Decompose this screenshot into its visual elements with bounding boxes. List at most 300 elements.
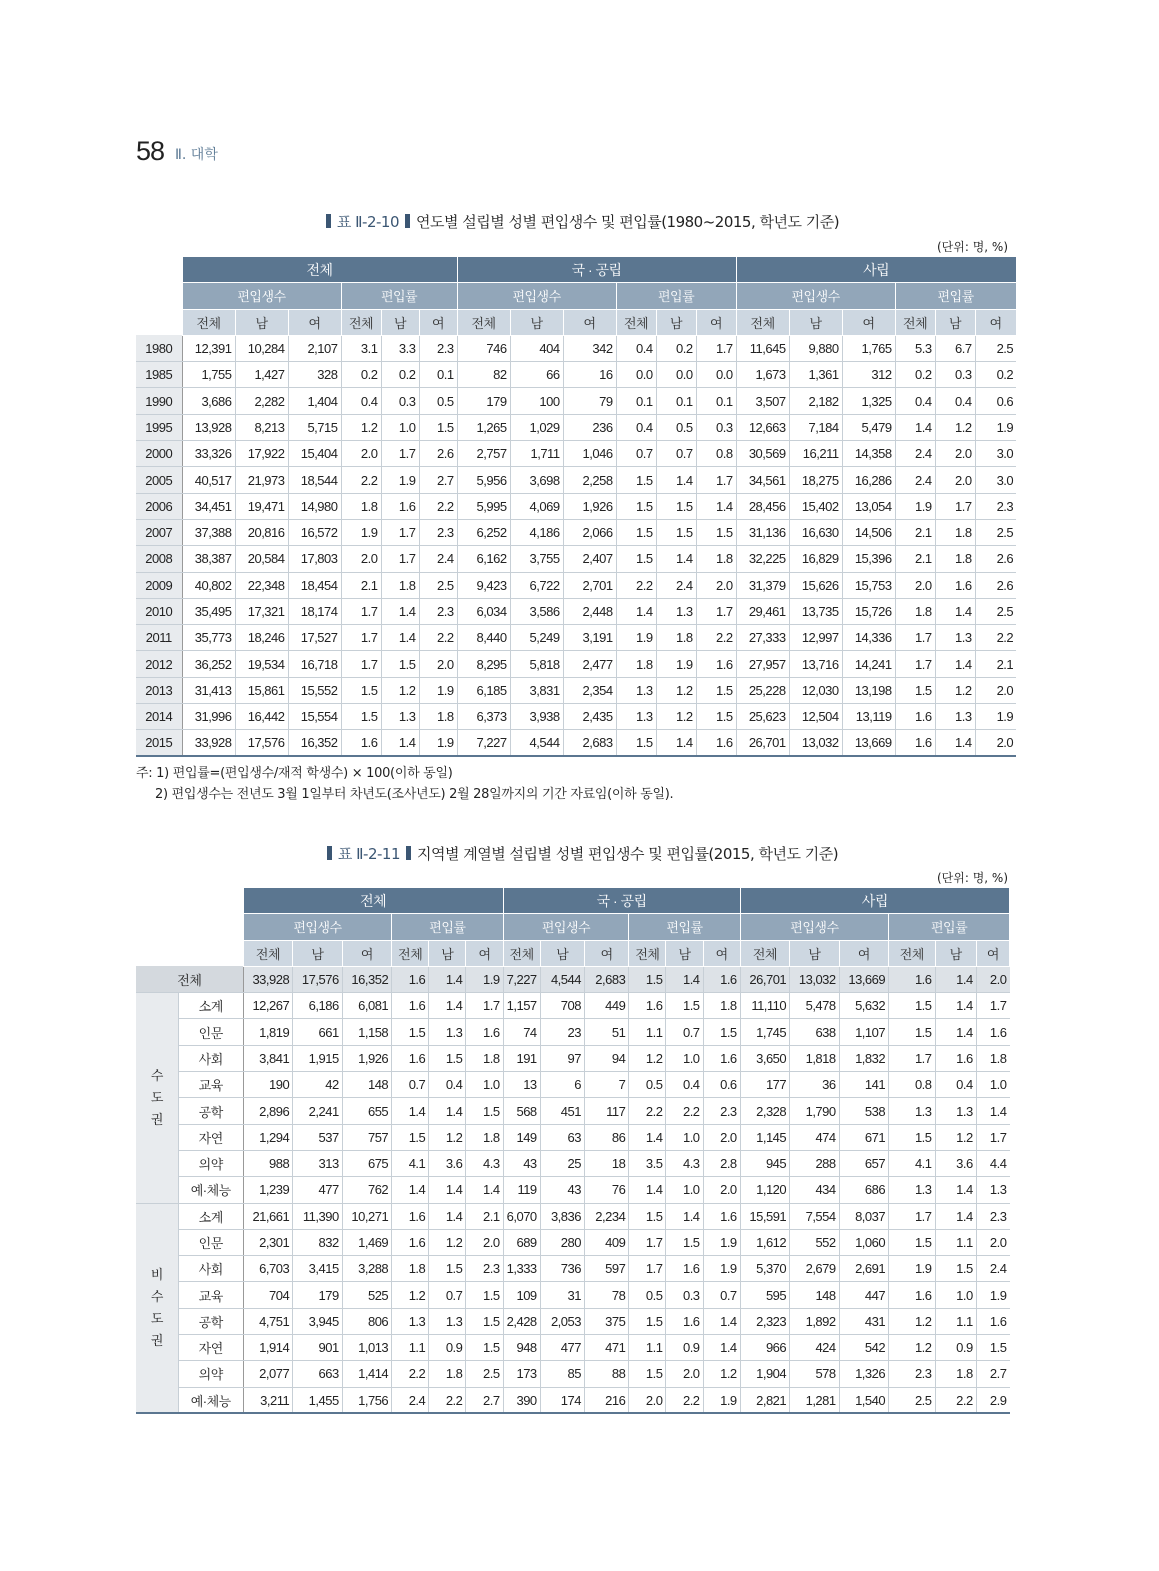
table-cell: 1.5 bbox=[629, 1308, 666, 1334]
table-cell: 1.9 bbox=[895, 493, 935, 519]
table-cell: 1.5 bbox=[629, 1361, 666, 1387]
table-cell: 655 bbox=[342, 1098, 391, 1124]
table-cell: 6,373 bbox=[457, 704, 510, 730]
table-cell: 1.7 bbox=[935, 493, 975, 519]
header-col: 전체 bbox=[895, 309, 935, 335]
table-cell: 1.4 bbox=[696, 493, 736, 519]
table-cell: 1.4 bbox=[656, 467, 696, 493]
row-label: 2007 bbox=[136, 519, 182, 545]
table-cell: 4.1 bbox=[889, 1150, 935, 1176]
row-label: 교육 bbox=[178, 1072, 243, 1098]
table-cell: 568 bbox=[503, 1098, 540, 1124]
table-cell: 2,428 bbox=[503, 1308, 540, 1334]
header-group: 국 · 공립 bbox=[503, 888, 740, 914]
table-cell: 2,282 bbox=[235, 388, 288, 414]
table-cell: 29,461 bbox=[736, 598, 789, 624]
table-cell: 537 bbox=[293, 1124, 342, 1150]
table-cell: 27,957 bbox=[736, 651, 789, 677]
table-cell: 6 bbox=[540, 1072, 584, 1098]
row-label: 2011 bbox=[136, 625, 182, 651]
table-cell: 1.7 bbox=[629, 1256, 666, 1282]
table-cell: 1.6 bbox=[392, 1045, 429, 1071]
table-cell: 2.5 bbox=[975, 519, 1016, 545]
table-cell: 1,540 bbox=[839, 1387, 888, 1413]
table-cell: 578 bbox=[790, 1361, 839, 1387]
table-row bbox=[136, 1229, 1010, 1255]
table-cell: 2.0 bbox=[341, 441, 381, 467]
table-cell: 686 bbox=[839, 1177, 888, 1203]
table-cell: 1,612 bbox=[740, 1229, 789, 1255]
table-cell: 1.6 bbox=[666, 1308, 703, 1334]
region-label bbox=[136, 993, 178, 1203]
table-row bbox=[136, 598, 1016, 624]
table-cell: 2,354 bbox=[563, 677, 616, 703]
table-cell: 1.4 bbox=[629, 1124, 666, 1150]
table-cell: 10,271 bbox=[342, 1203, 391, 1229]
table-cell: 1.2 bbox=[935, 414, 975, 440]
table-cell: 1.7 bbox=[341, 625, 381, 651]
table-cell: 82 bbox=[457, 362, 510, 388]
header-sub: 편입률 bbox=[341, 283, 457, 309]
table-cell: 1.3 bbox=[935, 704, 975, 730]
table-cell: 2.7 bbox=[419, 467, 457, 493]
table-cell: 2.2 bbox=[696, 625, 736, 651]
table-cell: 13,669 bbox=[842, 730, 895, 756]
table-cell: 16,572 bbox=[288, 519, 341, 545]
table-cell: 2,435 bbox=[563, 704, 616, 730]
table-cell: 2.3 bbox=[419, 519, 457, 545]
table-cell: 1.6 bbox=[392, 1229, 429, 1255]
table-cell: 477 bbox=[540, 1335, 584, 1361]
table-cell: 15,552 bbox=[288, 677, 341, 703]
table-cell: 119 bbox=[503, 1177, 540, 1203]
table-cell: 0.7 bbox=[392, 1072, 429, 1098]
table-cell: 1.5 bbox=[889, 1229, 935, 1255]
table-cell: 37,388 bbox=[182, 519, 235, 545]
header-sub: 편입률 bbox=[616, 283, 736, 309]
table-cell: 2.1 bbox=[466, 1203, 503, 1229]
table-cell: 2.6 bbox=[975, 546, 1016, 572]
table-cell: 2.1 bbox=[895, 519, 935, 545]
header-col: 남 bbox=[235, 309, 288, 335]
header-col: 여 bbox=[976, 940, 1009, 966]
table-row bbox=[136, 1203, 1010, 1229]
table-cell: 86 bbox=[585, 1124, 629, 1150]
table-cell: 2.0 bbox=[976, 1229, 1009, 1255]
table-cell: 1.0 bbox=[666, 1124, 703, 1150]
table-cell: 4,069 bbox=[510, 493, 563, 519]
table1-note-1: 주: 1) 편입률=(편입생수/재적 학생수) × 100(이하 동일) bbox=[136, 766, 453, 781]
table-cell: 1.7 bbox=[889, 1203, 935, 1229]
row-label: 1985 bbox=[136, 362, 182, 388]
header-col: 남 bbox=[510, 309, 563, 335]
table-cell: 1.7 bbox=[341, 651, 381, 677]
header-group: 전체 bbox=[182, 257, 457, 283]
table-cell: 13,054 bbox=[842, 493, 895, 519]
header-group: 국 · 공립 bbox=[457, 257, 736, 283]
table-cell: 141 bbox=[839, 1072, 888, 1098]
table-cell: 1.9 bbox=[656, 651, 696, 677]
table-cell: 1.6 bbox=[466, 1019, 503, 1045]
table-cell: 23 bbox=[540, 1019, 584, 1045]
table-cell: 15,404 bbox=[288, 441, 341, 467]
table-row bbox=[136, 1150, 1010, 1176]
table-cell: 1.6 bbox=[703, 1045, 740, 1071]
table-cell: 3.0 bbox=[975, 467, 1016, 493]
table1-note-2: 2) 편입생수는 전년도 3월 1일부터 차년도(조사년도) 2월 28일까지의 기간 자료임(이하 동일). bbox=[155, 787, 674, 802]
table-cell: 7,184 bbox=[789, 414, 842, 440]
table-cell: 2.0 bbox=[935, 467, 975, 493]
table-cell: 1.2 bbox=[381, 677, 419, 703]
table-cell: 0.2 bbox=[975, 362, 1016, 388]
table-cell: 288 bbox=[790, 1150, 839, 1176]
table-cell: 0.7 bbox=[616, 441, 656, 467]
table-cell: 9,423 bbox=[457, 572, 510, 598]
table-cell: 15,554 bbox=[288, 704, 341, 730]
table-cell: 2.6 bbox=[419, 441, 457, 467]
table-cell: 2.0 bbox=[975, 730, 1016, 756]
table-cell: 1.3 bbox=[889, 1177, 935, 1203]
table-cell: 1,819 bbox=[243, 1019, 292, 1045]
row-label: 2008 bbox=[136, 546, 182, 572]
table-row bbox=[136, 651, 1016, 677]
row-label: 2014 bbox=[136, 704, 182, 730]
table-row bbox=[136, 493, 1016, 519]
table-cell: 3.6 bbox=[935, 1150, 976, 1176]
table-cell: 2.0 bbox=[466, 1229, 503, 1255]
table-cell: 1.4 bbox=[392, 1177, 429, 1203]
table-cell: 1,107 bbox=[839, 1019, 888, 1045]
table-cell: 5,995 bbox=[457, 493, 510, 519]
table-cell: 0.5 bbox=[656, 414, 696, 440]
table-cell: 342 bbox=[563, 335, 616, 361]
table-cell: 2.6 bbox=[975, 572, 1016, 598]
row-label: 2013 bbox=[136, 677, 182, 703]
table-cell: 1.2 bbox=[889, 1335, 935, 1361]
table-cell: 1.4 bbox=[935, 598, 975, 624]
table-cell: 1,325 bbox=[842, 388, 895, 414]
table-cell: 552 bbox=[790, 1229, 839, 1255]
table-cell: 1.3 bbox=[935, 1098, 976, 1124]
table-cell: 390 bbox=[503, 1387, 540, 1413]
table-cell: 18,246 bbox=[235, 625, 288, 651]
table-cell: 2.3 bbox=[703, 1098, 740, 1124]
table-cell: 1.1 bbox=[392, 1335, 429, 1361]
header-row-cols bbox=[136, 940, 1010, 966]
table-cell: 945 bbox=[740, 1150, 789, 1176]
table-cell: 1.5 bbox=[666, 1229, 703, 1255]
table-cell: 88 bbox=[585, 1361, 629, 1387]
table-cell: 0.6 bbox=[703, 1072, 740, 1098]
header-sub: 편입생수 bbox=[457, 283, 616, 309]
table-cell: 2.2 bbox=[419, 493, 457, 519]
header-col: 남 bbox=[293, 940, 342, 966]
header-col: 남 bbox=[381, 309, 419, 335]
table-cell: 5,479 bbox=[842, 414, 895, 440]
table-cell: 18 bbox=[585, 1150, 629, 1176]
table-cell: 1.5 bbox=[429, 1045, 466, 1071]
header-sub: 편입생수 bbox=[736, 283, 895, 309]
table-cell: 1.5 bbox=[696, 704, 736, 730]
table-cell: 15,626 bbox=[789, 572, 842, 598]
table-cell: 1.3 bbox=[429, 1308, 466, 1334]
table-cell: 35,773 bbox=[182, 625, 235, 651]
table-cell: 0.5 bbox=[629, 1072, 666, 1098]
table-cell: 1,404 bbox=[288, 388, 341, 414]
table-cell: 4,186 bbox=[510, 519, 563, 545]
table-cell: 4.1 bbox=[392, 1150, 429, 1176]
table-cell: 1.4 bbox=[703, 1308, 740, 1334]
table-cell: 1,013 bbox=[342, 1335, 391, 1361]
table-cell: 434 bbox=[790, 1177, 839, 1203]
table-cell: 3,841 bbox=[243, 1045, 292, 1071]
table-cell: 0.4 bbox=[616, 335, 656, 361]
table-cell: 0.4 bbox=[895, 388, 935, 414]
table-cell: 2.7 bbox=[466, 1387, 503, 1413]
table-cell: 5,632 bbox=[839, 993, 888, 1019]
table-cell: 1.1 bbox=[935, 1229, 976, 1255]
table-cell: 11,390 bbox=[293, 1203, 342, 1229]
header-row-groups bbox=[136, 888, 1010, 914]
table-cell: 1.8 bbox=[703, 993, 740, 1019]
table-cell: 0.4 bbox=[616, 414, 656, 440]
table-cell: 31,136 bbox=[736, 519, 789, 545]
region-char: 도 bbox=[150, 1089, 163, 1105]
table-cell: 1.8 bbox=[466, 1045, 503, 1071]
table-cell: 1,029 bbox=[510, 414, 563, 440]
table-cell: 1.8 bbox=[976, 1045, 1009, 1071]
table-cell: 2.8 bbox=[703, 1150, 740, 1176]
table-cell: 375 bbox=[585, 1308, 629, 1334]
table-cell: 2.5 bbox=[466, 1361, 503, 1387]
header-group: 전체 bbox=[243, 888, 503, 914]
table-cell: 1,060 bbox=[839, 1229, 888, 1255]
table-cell: 2.2 bbox=[341, 467, 381, 493]
table-cell: 2.3 bbox=[889, 1361, 935, 1387]
table-cell: 1,469 bbox=[342, 1229, 391, 1255]
table1-title: 연도별 설립별 성별 편입생수 및 편입률(1980~2015, 학년도 기준) bbox=[416, 213, 840, 231]
header-col: 남 bbox=[789, 309, 842, 335]
header-col: 전체 bbox=[616, 309, 656, 335]
table-cell: 2,683 bbox=[585, 966, 629, 992]
table-cell: 179 bbox=[293, 1282, 342, 1308]
table-cell: 1.4 bbox=[392, 1098, 429, 1124]
table-cell: 0.7 bbox=[429, 1282, 466, 1308]
table-cell: 14,241 bbox=[842, 651, 895, 677]
table-cell: 16,211 bbox=[789, 441, 842, 467]
table-cell: 3,288 bbox=[342, 1256, 391, 1282]
table-cell: 1.6 bbox=[696, 651, 736, 677]
table-cell: 1.7 bbox=[381, 546, 419, 572]
header-col: 전체 bbox=[736, 309, 789, 335]
table-cell: 762 bbox=[342, 1177, 391, 1203]
table-cell: 0.3 bbox=[696, 414, 736, 440]
header-col: 전체 bbox=[243, 940, 292, 966]
table-cell: 1,926 bbox=[563, 493, 616, 519]
caption-bar-icon bbox=[406, 846, 411, 860]
table-cell: 5.3 bbox=[895, 335, 935, 361]
header-col: 여 bbox=[975, 309, 1016, 335]
table-cell: 1.2 bbox=[889, 1308, 935, 1334]
table-cell: 1.6 bbox=[381, 493, 419, 519]
table-cell: 1,333 bbox=[503, 1256, 540, 1282]
table-cell: 0.2 bbox=[381, 362, 419, 388]
row-label: 예·체능 bbox=[178, 1177, 243, 1203]
table-row bbox=[136, 1282, 1010, 1308]
table-cell: 148 bbox=[342, 1072, 391, 1098]
table-cell: 1.0 bbox=[976, 1072, 1009, 1098]
table-cell: 663 bbox=[293, 1361, 342, 1387]
table-row bbox=[136, 625, 1016, 651]
table-cell: 0.7 bbox=[666, 1019, 703, 1045]
table-cell: 14,506 bbox=[842, 519, 895, 545]
table-cell: 0.4 bbox=[429, 1072, 466, 1098]
table-cell: 0.5 bbox=[419, 388, 457, 414]
header-row-cols bbox=[136, 309, 1016, 335]
table1 bbox=[136, 256, 1017, 757]
table-cell: 216 bbox=[585, 1387, 629, 1413]
table-cell: 31,996 bbox=[182, 704, 235, 730]
table-cell: 1.5 bbox=[895, 677, 935, 703]
table-cell: 1.4 bbox=[429, 993, 466, 1019]
section-title: Ⅱ. 대학 bbox=[175, 147, 218, 163]
table-cell: 1.7 bbox=[381, 519, 419, 545]
table-cell: 2.0 bbox=[666, 1361, 703, 1387]
table-cell: 280 bbox=[540, 1229, 584, 1255]
table-cell: 1.0 bbox=[381, 414, 419, 440]
region-char: 권 bbox=[150, 1111, 163, 1127]
table-cell: 1.5 bbox=[889, 1019, 935, 1045]
table-cell: 477 bbox=[293, 1177, 342, 1203]
table-cell: 1.5 bbox=[696, 519, 736, 545]
table-row bbox=[136, 467, 1016, 493]
table-cell: 190 bbox=[243, 1072, 292, 1098]
table-cell: 1.5 bbox=[466, 1098, 503, 1124]
table-cell: 4.4 bbox=[976, 1150, 1009, 1176]
table-cell: 597 bbox=[585, 1256, 629, 1282]
table-cell: 79 bbox=[563, 388, 616, 414]
header-col: 전체 bbox=[457, 309, 510, 335]
table-cell: 31,379 bbox=[736, 572, 789, 598]
table-cell: 3,650 bbox=[740, 1045, 789, 1071]
table-cell: 1.4 bbox=[703, 1335, 740, 1361]
table-cell: 3.0 bbox=[975, 441, 1016, 467]
region-label bbox=[136, 1203, 178, 1413]
table-cell: 2.0 bbox=[341, 546, 381, 572]
table1-code: 표 Ⅱ-2-10 bbox=[336, 213, 400, 231]
region-char: 수 bbox=[150, 1067, 163, 1083]
table-cell: 20,816 bbox=[235, 519, 288, 545]
caption-bar-icon bbox=[326, 214, 331, 228]
table-cell: 1.9 bbox=[975, 704, 1016, 730]
header-col: 남 bbox=[935, 309, 975, 335]
header-row-sub bbox=[136, 283, 1016, 309]
table-cell: 63 bbox=[540, 1124, 584, 1150]
table-cell: 85 bbox=[540, 1361, 584, 1387]
table-cell: 1,790 bbox=[790, 1098, 839, 1124]
table-cell: 3,507 bbox=[736, 388, 789, 414]
table-cell: 1.8 bbox=[935, 546, 975, 572]
table-cell: 0.0 bbox=[616, 362, 656, 388]
table-cell: 3.3 bbox=[381, 335, 419, 361]
table-cell: 0.7 bbox=[656, 441, 696, 467]
table-cell: 1.5 bbox=[935, 1256, 976, 1282]
table-row bbox=[136, 1072, 1010, 1098]
header-col: 여 bbox=[842, 309, 895, 335]
table-cell: 832 bbox=[293, 1229, 342, 1255]
header-col: 여 bbox=[563, 309, 616, 335]
header-col: 전체 bbox=[740, 940, 789, 966]
table-cell: 1.4 bbox=[429, 1177, 466, 1203]
table-cell: 538 bbox=[839, 1098, 888, 1124]
table-row bbox=[136, 730, 1016, 756]
header-col: 남 bbox=[429, 940, 466, 966]
table-cell: 1.9 bbox=[889, 1256, 935, 1282]
table-cell: 1.6 bbox=[696, 730, 736, 756]
table-cell: 2.2 bbox=[392, 1361, 429, 1387]
table-cell: 43 bbox=[540, 1177, 584, 1203]
table-cell: 1.5 bbox=[616, 730, 656, 756]
table-cell: 148 bbox=[790, 1282, 839, 1308]
table-cell: 1.5 bbox=[381, 651, 419, 677]
header-col: 여 bbox=[703, 940, 740, 966]
table-cell: 5,478 bbox=[790, 993, 839, 1019]
table-cell: 595 bbox=[740, 1282, 789, 1308]
table-cell: 0.1 bbox=[656, 388, 696, 414]
table-cell: 1.5 bbox=[629, 1203, 666, 1229]
table-cell: 657 bbox=[839, 1150, 888, 1176]
header-group: 사립 bbox=[740, 888, 1009, 914]
table-cell: 42 bbox=[293, 1072, 342, 1098]
table-cell: 1.1 bbox=[629, 1019, 666, 1045]
table-cell: 1.7 bbox=[976, 1124, 1009, 1150]
table-cell: 2,448 bbox=[563, 598, 616, 624]
table-cell: 2.3 bbox=[466, 1256, 503, 1282]
table-cell: 6,186 bbox=[293, 993, 342, 1019]
table-cell: 236 bbox=[563, 414, 616, 440]
table1-unit: (단위: 명, %) bbox=[936, 240, 1008, 254]
table-cell: 0.4 bbox=[935, 1072, 976, 1098]
table-cell: 11,645 bbox=[736, 335, 789, 361]
table-cell: 1.4 bbox=[429, 966, 466, 992]
table-cell: 1.7 bbox=[629, 1229, 666, 1255]
table-cell: 1,745 bbox=[740, 1019, 789, 1045]
table-cell: 1.4 bbox=[666, 966, 703, 992]
table-cell: 1,326 bbox=[839, 1361, 888, 1387]
table-cell: 1.7 bbox=[696, 335, 736, 361]
table-cell: 12,663 bbox=[736, 414, 789, 440]
table-cell: 1.2 bbox=[429, 1124, 466, 1150]
table-cell: 1.4 bbox=[935, 651, 975, 677]
table-cell: 12,997 bbox=[789, 625, 842, 651]
table-cell: 0.1 bbox=[419, 362, 457, 388]
table-cell: 2.0 bbox=[696, 572, 736, 598]
table-cell: 2,301 bbox=[243, 1229, 292, 1255]
table-cell: 404 bbox=[510, 335, 563, 361]
table-cell: 3,831 bbox=[510, 677, 563, 703]
table-cell: 13 bbox=[503, 1072, 540, 1098]
table-cell: 36,252 bbox=[182, 651, 235, 677]
table-cell: 13,032 bbox=[789, 730, 842, 756]
table-cell: 409 bbox=[585, 1229, 629, 1255]
table-cell: 966 bbox=[740, 1335, 789, 1361]
table-cell: 3,755 bbox=[510, 546, 563, 572]
table-cell: 117 bbox=[585, 1098, 629, 1124]
table-cell: 2,679 bbox=[790, 1256, 839, 1282]
row-label: 1990 bbox=[136, 388, 182, 414]
table-row bbox=[136, 1308, 1010, 1334]
table-cell: 1.4 bbox=[935, 1177, 976, 1203]
